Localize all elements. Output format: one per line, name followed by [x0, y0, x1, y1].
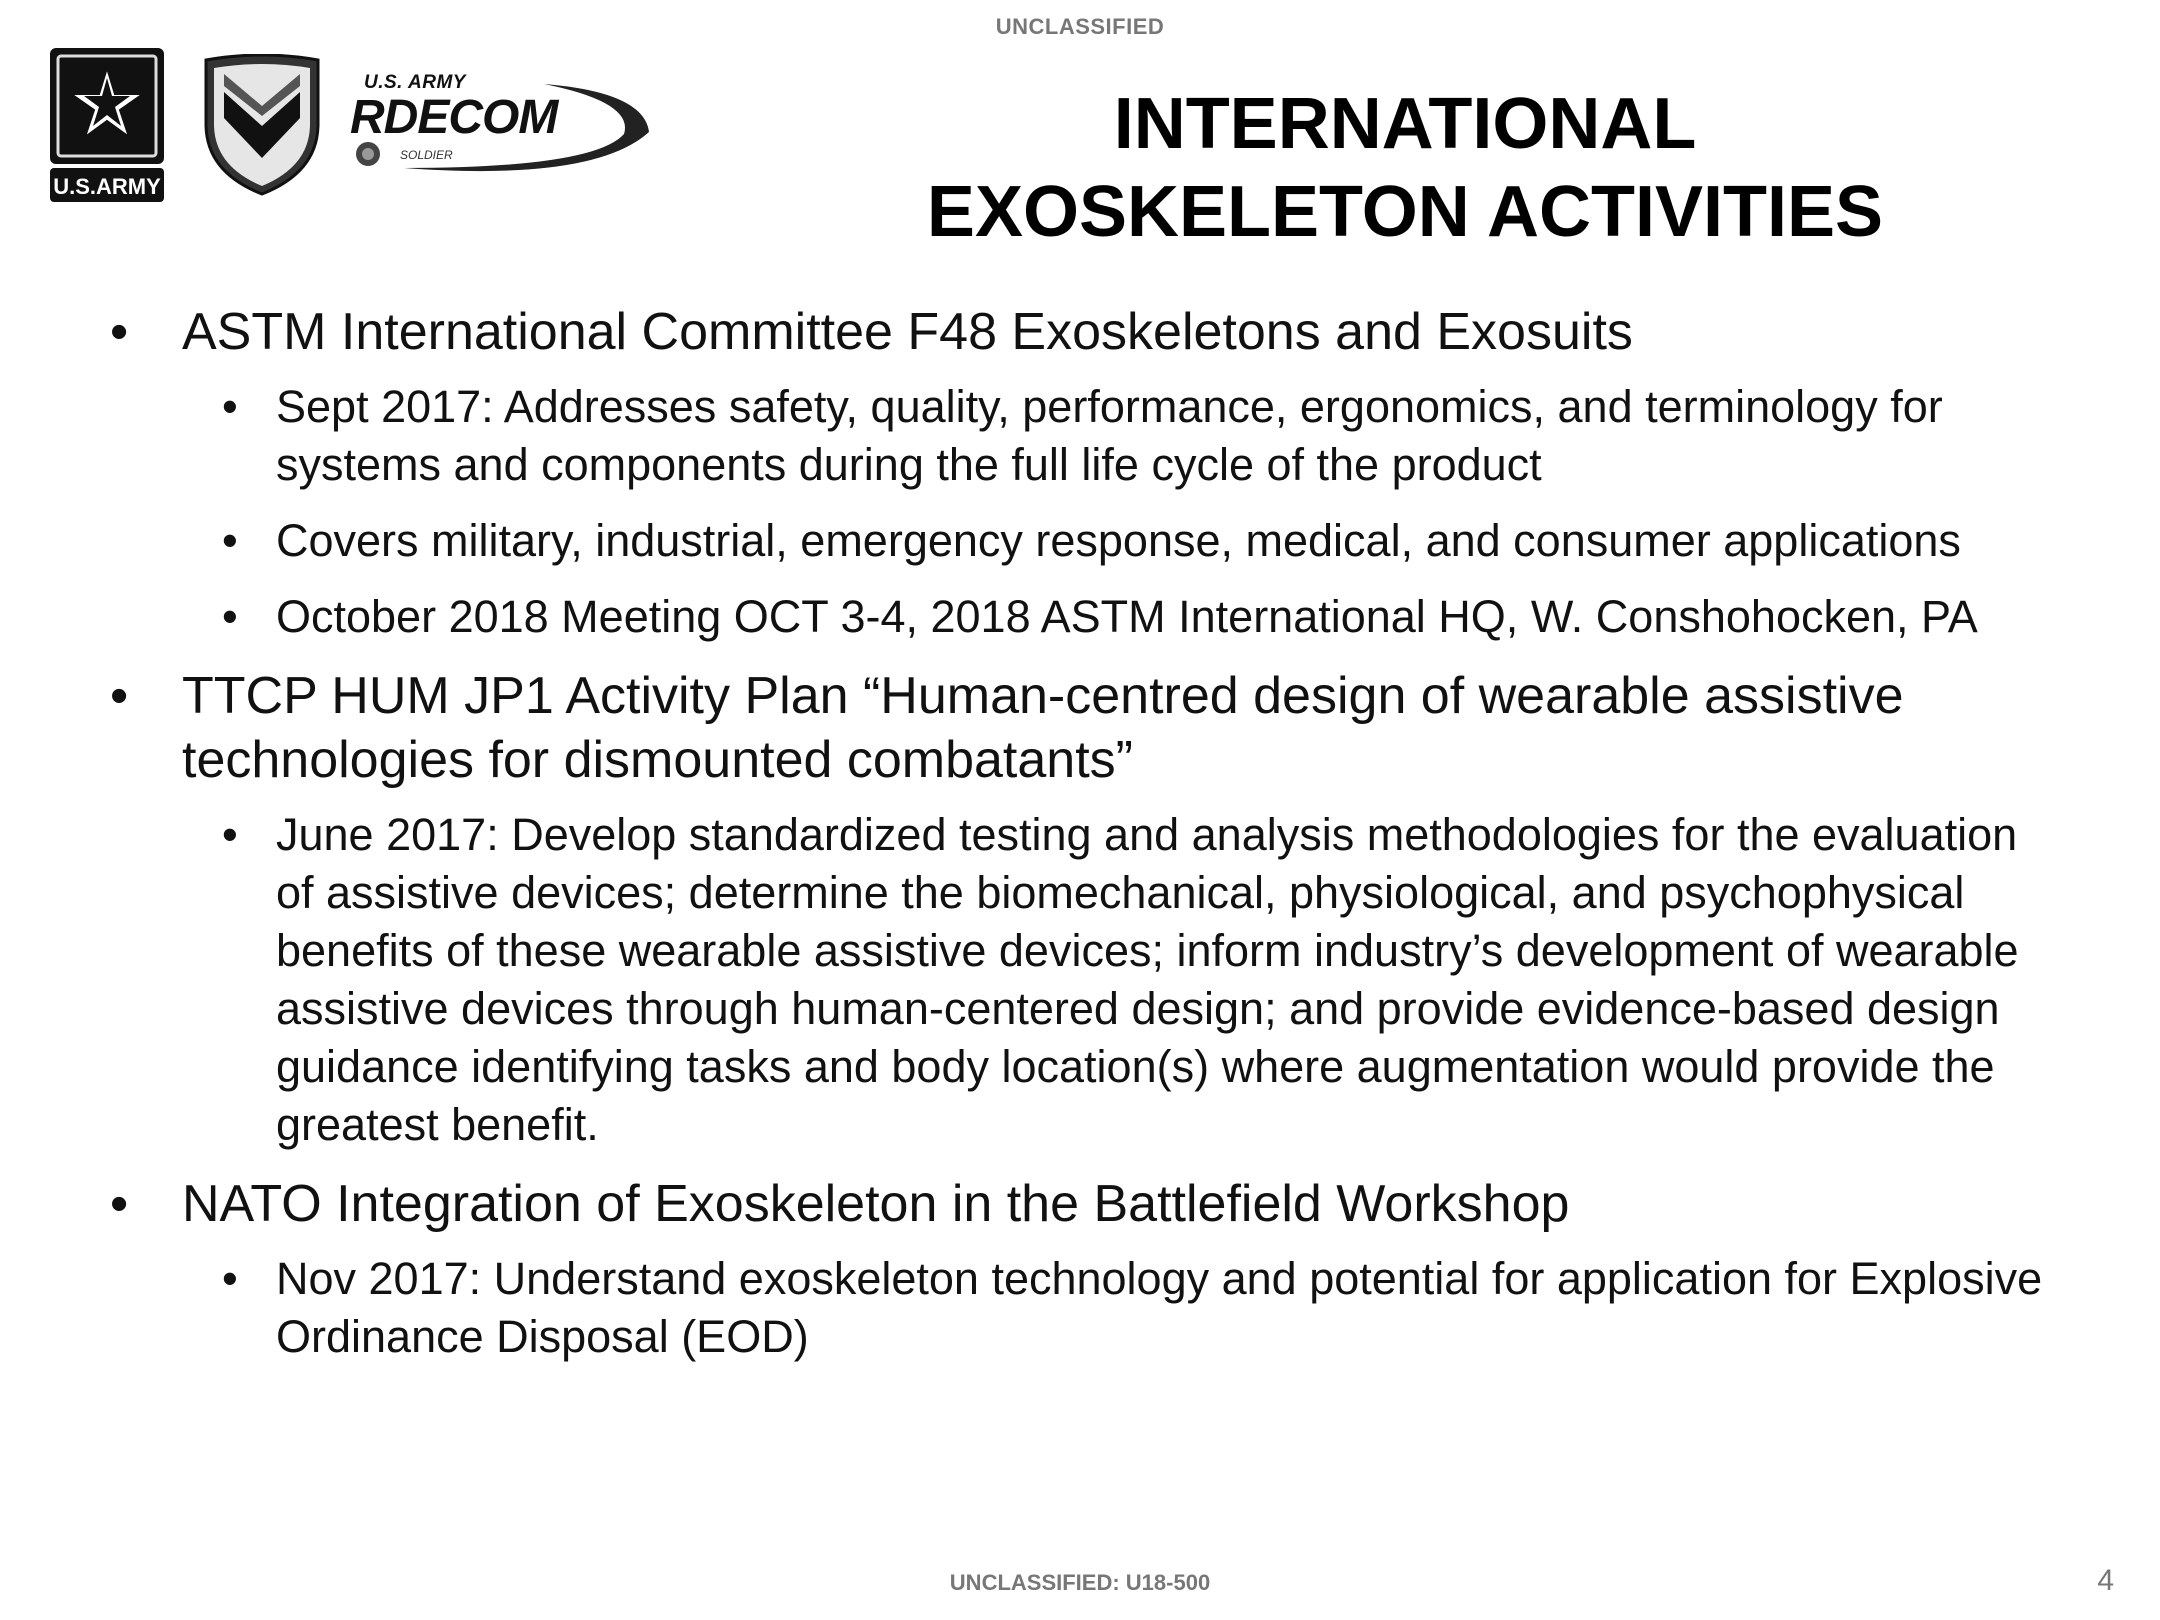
- sub-bullet-nato-nov-2017: [222, 1250, 2060, 1366]
- bullet-astm: [110, 300, 2060, 364]
- sub-bullet-astm-meeting: [222, 588, 2060, 646]
- sub-bullet-ttcp-june-2017: [222, 806, 2060, 1154]
- army-logo-text: U.S.ARMY: [53, 174, 161, 199]
- sub-bullet-text: Sept 2017: Addresses safety, quality, performance, ergonomics, and terminology for systems and components during the full life cycle of the product: [276, 381, 1943, 490]
- page-number: 4: [2097, 1564, 2114, 1597]
- slide-title: [870, 80, 1940, 256]
- classification-marking-bottom: UNCLASSIFIED: U18-500: [949, 1570, 1211, 1595]
- bullet-text: NATO Integration of Exoskeleton in the Battlefield Workshop: [182, 1175, 1570, 1233]
- bullet-dot: •: [110, 1175, 129, 1233]
- bullet-nato: [110, 1172, 2060, 1236]
- rdecom-soldier-logo: [344, 72, 654, 182]
- slide-title-line-1: INTERNATIONAL: [1113, 84, 1697, 164]
- shield-chevron-logo: [202, 54, 322, 198]
- bullet-dot: •: [110, 667, 129, 725]
- rdecom-sub-text: SOLDIER: [400, 148, 453, 162]
- bullet-dot: •: [110, 303, 129, 361]
- bullet-dot: •: [222, 381, 238, 432]
- bullet-dot: •: [222, 809, 238, 860]
- bullet-dot: •: [222, 515, 238, 566]
- sub-bullet-astm-sept-2017: [222, 378, 2060, 494]
- sub-bullet-text: Nov 2017: Understand exoskeleton technology and potential for application for Explosive Ordinance Disposal (EOD): [276, 1253, 2043, 1362]
- rdecom-big-text: RDECOM: [350, 91, 558, 144]
- classification-marking-top: UNCLASSIFIED: [995, 14, 1165, 39]
- rdecom-small-text: U.S. ARMY: [364, 72, 466, 93]
- slide-content: [110, 300, 2060, 1384]
- sub-bullet-text: Covers military, industrial, emergency response, medical, and consumer applications: [276, 515, 1961, 566]
- bullet-dot: •: [222, 1253, 238, 1304]
- bullet-dot: •: [222, 591, 238, 642]
- sub-bullet-text: June 2017: Develop standardized testing and analysis methodologies for the evaluation of assistive devices; determine the biomechanical, physiological, and psychophysical benefits of these wearable assistive devices; inform industry’s development of wearable assistive devices through human-centered design; and provide evidence-based design guidance identifying tasks and body location(s) where augmentation would provide the greatest benefit.: [276, 809, 2019, 1150]
- us-army-star-logo: [48, 46, 166, 204]
- slide-title-line-2: EXOSKELETON ACTIVITIES: [926, 172, 1884, 252]
- sub-bullet-text: October 2018 Meeting OCT 3-4, 2018 ASTM International HQ, W. Conshohocken, PA: [276, 591, 1978, 642]
- bullet-ttcp: [110, 664, 2060, 792]
- bullet-text: TTCP HUM JP1 Activity Plan “Human-centred design of wearable assistive technologies for dismounted combatants”: [182, 667, 1904, 789]
- sub-bullet-astm-coverage: [222, 512, 2060, 570]
- bullet-text: ASTM International Committee F48 Exoskeletons and Exosuits: [182, 303, 1633, 361]
